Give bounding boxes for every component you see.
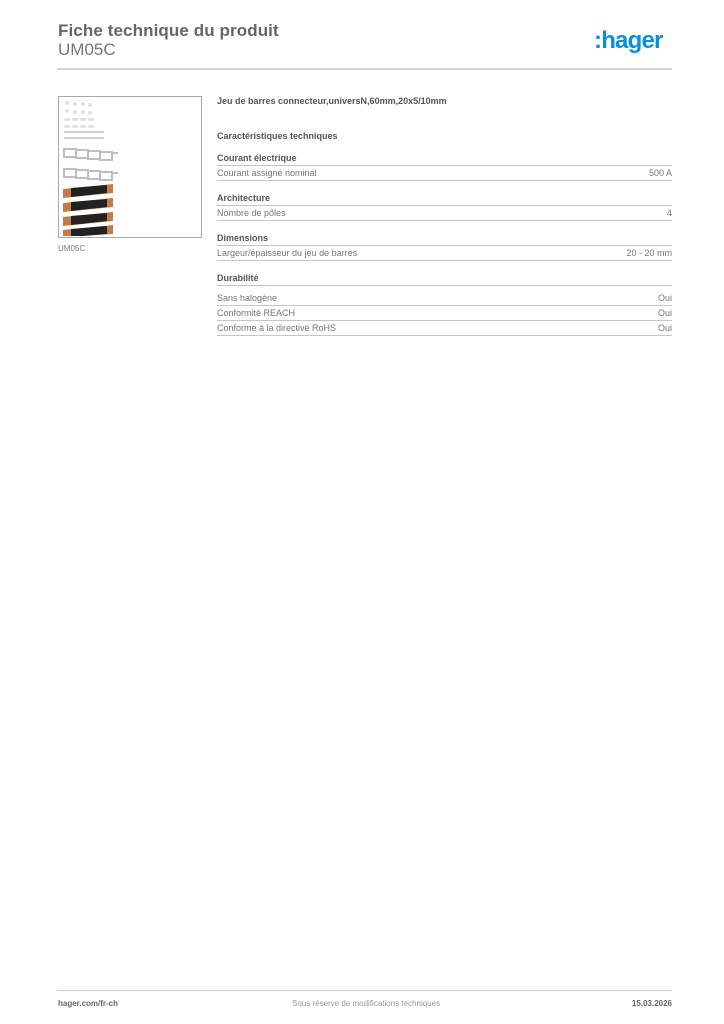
group-title: Architecture [217,193,672,206]
group-architecture [217,193,672,221]
group-title: Durabilité [217,273,672,286]
hager-logo: :hager [594,27,663,54]
spec-content [217,96,672,336]
spec-row [217,306,672,321]
spec-label: Conformité REACH [217,308,296,318]
footer-website-link[interactable]: hager.com/fr-ch [58,999,119,1008]
spec-value: 500 A [648,168,672,178]
group-durabilite [217,273,672,336]
spec-label: Conforme à la directive RoHS [217,323,337,333]
spec-value: Oui [657,308,672,318]
footer-disclaimer: Sous réserve de modifications techniques [292,999,441,1008]
spec-value: 4 [666,208,672,218]
spec-value: Oui [657,323,672,333]
spec-row [217,246,672,261]
product-image [58,96,202,238]
busbar-product-icon [59,97,200,236]
spec-label: Largeur/épaisseur du jeu de barres [217,248,358,258]
spec-value: Oui [657,293,672,303]
header-divider [57,68,672,70]
section-title: Caractéristiques techniques [217,131,338,141]
page-title: Fiche technique du produit [58,21,279,40]
group-courant-electrique [217,153,672,181]
group-title: Dimensions [217,233,672,246]
spec-row [217,166,672,181]
product-description: Jeu de barres connecteur,universN,60mm,20x5/10mm [217,96,447,106]
spec-label: Courant assigné nominal [217,168,317,178]
footer-divider [57,990,672,991]
product-code: UM05C [58,40,116,59]
spec-row [217,321,672,336]
spec-row [217,206,672,221]
image-caption: UM05C [58,244,86,253]
footer-date: 15.03.2026 [631,999,672,1008]
group-dimensions [217,233,672,261]
spec-label: Nombre de pôles [217,208,286,218]
spec-row [217,291,672,306]
spec-value: 20 - 20 mm [626,248,672,258]
group-title: Courant électrique [217,153,672,166]
spec-label: Sans halogène [217,293,278,303]
